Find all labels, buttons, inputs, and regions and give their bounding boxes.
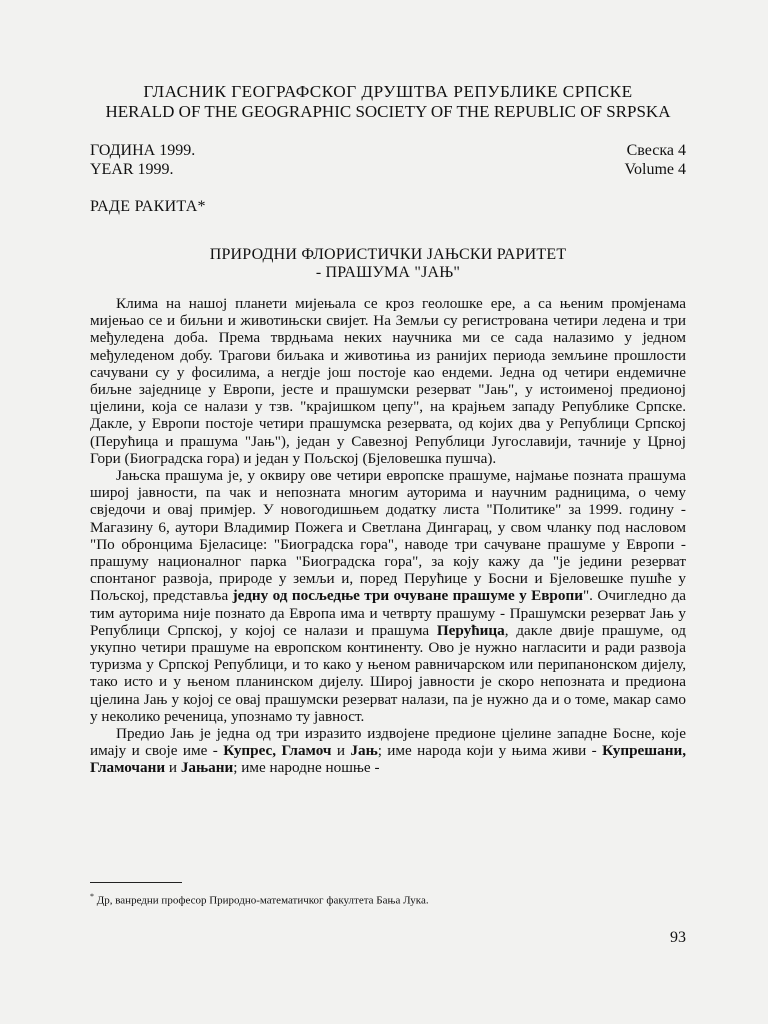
paragraph-3-text-c: ; име народа који у њима живи - [377,742,603,760]
volume-english: Volume 4 [624,161,686,178]
paragraph-3-text-a: Предио Јањ је једна од три изразито издвојене предионе цјелине западне Босне, које имају и своје име - [90,725,686,760]
paragraph-3-emphasis-1: Купрес, Гламоч [223,742,332,760]
paragraph-2-text-b: ". Очигледно да тим ауторима није познато да Европа има и четврту прашуму - Прашумски резерват Јањ у Републици Српској, у којој се налази и прашума [90,587,686,639]
paragraph-2 [90,467,686,725]
year-english: YEAR 1999. [90,161,174,178]
paragraph-2-emphasis-2: Перућица [436,621,505,639]
paragraph-3-emphasis-2: Јањ [350,742,378,760]
journal-title-english: HERALD OF THE GEOGRAPHIC SOCIETY OF THE REPUBLIC OF SRPSKA [105,102,671,121]
article-body [90,295,686,777]
paragraph-2-text-a: Јањска прашума је, у оквиру ове четири европске прашуме, најмање позната прашума широј јавности, па чак и непозната многим ауторима и научним радницима, о чему свједочи и овај примјер. У новогодишњем додатку листа "Политике" за 1999. годину - Магазину 6, аутори Владимир Пожега и Светлана Дингарац, у свом чланку под насловом "По обронцима Бјеласице: "Биоградска гора", наводе три сачуване прашуме у Европи - прашуму националног парка "Биоградска гора", за коју кажу да "је једини резерват спонтаног развоја, природе у земљи и, поред Перућице у Босни и Бјеловешке пушће у Пољској, представља [90,467,686,605]
footnote [90,890,429,908]
journal-header [90,82,686,122]
author-name: РАДЕ РАКИТА* [90,198,206,215]
year-cyrillic: ГОДИНА 1999. [90,142,196,159]
page-number: 93 [670,929,686,946]
paragraph-3-emphasis-4: Јањани [180,759,234,777]
article-title-line-1: ПРИРОДНИ ФЛОРИСТИЧКИ ЈАЊСКИ РАРИТЕТ [209,246,567,263]
article-title [90,246,686,282]
paragraph-3-emphasis-3: Купрешани, Гламочани [90,742,686,777]
paragraph-1: Клима на нашој планети мијењала се кроз геолошке ере, а са њеним промјенама мијењао се и биљни и животињски свијет. На Земљи су регистрована четири ледена и три међуледена доба. Према тврдњама неких научника ми се сада налазимо у једном међуледеном добу. Трагови биљака и животиња из ранијих периода земљине прошлости сачувани су у фосилима, а негдје још постоје као ендеми. Једна од четири ендемичне биљне заједнице у Европи, јесте и прашумски резерват "Јањ", у истоименој предионој цјелини, која се налази у тзв. "крајишком цепу", на крајњем западу Републике Српске. Дакле, у Европи постоје четири прашумска резервата, од којих два у Републици Српској (Перућица и прашума "Јањ"), један у Савезној Републици Југославији, тачније у Црној Гори (Биоградска гора) и један у Пољској (Бјеловешка пушча). [90,295,686,467]
footnote-marker: * [90,892,94,901]
footnote-divider [90,882,182,883]
paragraph-3-text-d: и [165,759,181,777]
footnote-text: Др, ванредни професор Природно-математичког факултета Бања Лука. [96,894,429,907]
paragraph-3 [90,725,686,777]
article-title-line-2: - ПРАШУМА "ЈАЊ" [315,264,461,281]
paragraph-3-text-b: и [331,742,351,760]
issue-cyrillic: Свеска 4 [626,142,686,159]
journal-title-cyrillic: ГЛАСНИК ГЕОГРАФСКОГ ДРУШТВА РЕПУБЛИКЕ СРПСКЕ [143,82,633,101]
paragraph-3-text-e: ; име народне ношње - [233,759,380,777]
issue-meta [90,141,686,179]
paragraph-2-text-c: , дакле двије прашуме, од укупно четири прашуме на европском континенту. Ово је нужно нагласити и ради развоја туризма у Српској Републици, и то како у њеном равничарском или перипанонском дијелу, тако исто и у њеном планинском дијелу. Широј јавности је скоро непозната и предиона цјелина Јањ у којој се овај прашумски резерват налази, па је нужно да и о томе, макар само у неколико реченица, упознамо ту јавност. [90,621,686,725]
paragraph-2-emphasis-1: једну од посљедње три очуване прашуме у Европи [232,587,583,605]
